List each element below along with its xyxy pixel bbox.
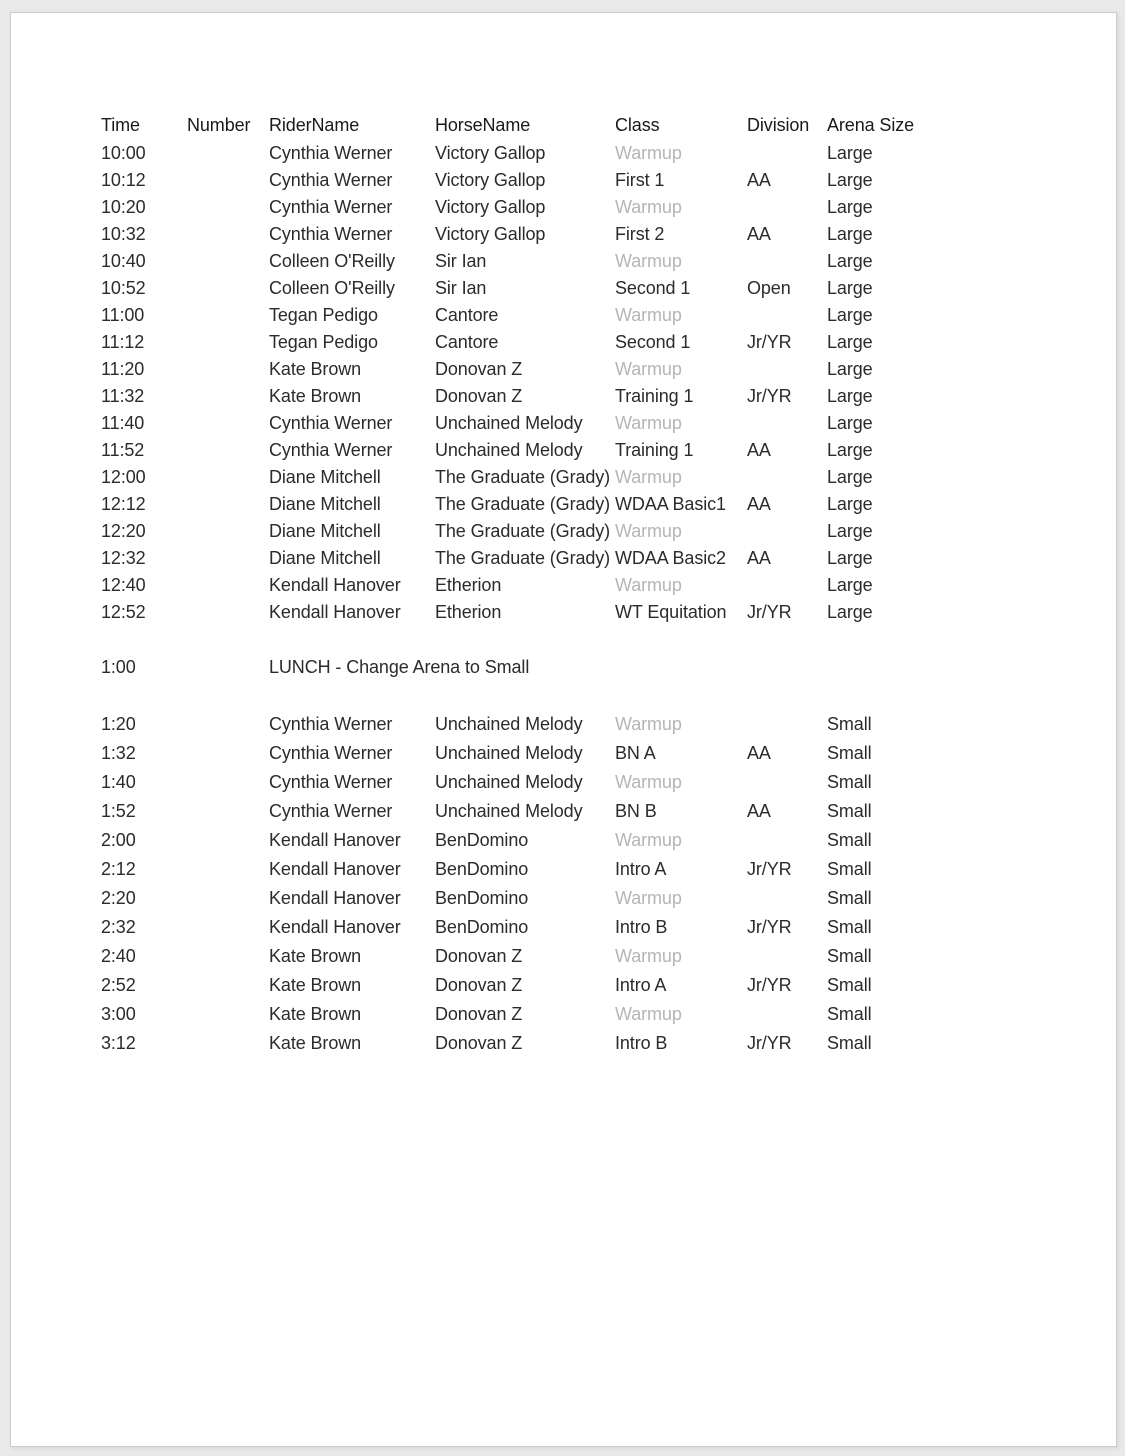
cell-division (747, 884, 827, 913)
cell-division (747, 572, 827, 599)
cell-horse-name: BenDomino (435, 917, 529, 937)
cell-number (187, 437, 269, 464)
cell-number (187, 826, 269, 855)
cell-rider-name: Kendall Hanover (269, 859, 401, 879)
cell-rider-name: Tegan Pedigo (269, 305, 378, 325)
cell-class: Warmup (615, 830, 682, 850)
cell-number (187, 140, 269, 167)
cell-rider-name: Cynthia Werner (269, 413, 393, 433)
cell-horse-name: Victory Gallop (435, 224, 546, 244)
schedule-header (101, 110, 917, 140)
afternoon-small-arena-rows (101, 710, 917, 1058)
schedule-row (101, 464, 917, 491)
cell-arena-size: Large (827, 197, 873, 217)
cell-class: Warmup (615, 946, 682, 966)
cell-time: 3:00 (101, 1004, 136, 1024)
cell-time: 2:40 (101, 946, 136, 966)
header-time: Time (101, 114, 140, 135)
schedule-table (101, 110, 917, 1058)
cell-number (187, 855, 269, 884)
cell-time: 2:32 (101, 917, 136, 937)
cell-number (187, 491, 269, 518)
cell-arena-size: Large (827, 359, 873, 379)
cell-rider-name: Colleen O'Reilly (269, 251, 395, 271)
cell-arena-size: Large (827, 548, 873, 568)
cell-arena-size: Large (827, 143, 873, 163)
cell-time: 2:52 (101, 975, 136, 995)
schedule-row (101, 383, 917, 410)
cell-number (187, 1000, 269, 1029)
cell-division (747, 140, 827, 167)
schedule-row (101, 221, 917, 248)
cell-division: AA (747, 494, 771, 514)
cell-division (747, 302, 827, 329)
cell-rider-name: Kate Brown (269, 1033, 362, 1053)
cell-rider-name: Kate Brown (269, 359, 362, 379)
cell-rider-name: Diane Mitchell (269, 548, 381, 568)
cell-horse-name: Unchained Melody (435, 801, 583, 821)
cell-class: Intro B (615, 1033, 668, 1053)
cell-class: Second 1 (615, 332, 691, 352)
cell-class: Warmup (615, 772, 682, 792)
cell-number (187, 329, 269, 356)
cell-division (747, 464, 827, 491)
cell-division (747, 826, 827, 855)
cell-time: 1:40 (101, 772, 136, 792)
cell-number (187, 739, 269, 768)
cell-rider-name: Kendall Hanover (269, 602, 401, 622)
schedule-row (101, 437, 917, 464)
cell-horse-name: Donovan Z (435, 359, 523, 379)
cell-division: AA (747, 440, 771, 460)
cell-horse-name: Etherion (435, 602, 502, 622)
cell-arena-size: Small (827, 714, 872, 734)
schedule-row (101, 710, 917, 739)
cell-arena-size: Large (827, 278, 873, 298)
cell-number (187, 383, 269, 410)
schedule-row (101, 329, 917, 356)
cell-division (747, 518, 827, 545)
cell-time: 3:12 (101, 1033, 136, 1053)
cell-arena-size: Small (827, 830, 872, 850)
cell-arena-size: Large (827, 521, 873, 541)
cell-horse-name: Victory Gallop (435, 143, 546, 163)
cell-rider-name: Diane Mitchell (269, 494, 381, 514)
cell-arena-size: Large (827, 575, 873, 595)
cell-time: 11:12 (101, 332, 145, 352)
cell-rider-name: Cynthia Werner (269, 714, 393, 734)
cell-class: Warmup (615, 888, 682, 908)
cell-arena-size: Large (827, 332, 873, 352)
cell-division: Jr/YR (747, 1033, 792, 1053)
cell-horse-name: Unchained Melody (435, 714, 583, 734)
cell-rider-name: Diane Mitchell (269, 467, 381, 487)
schedule-row (101, 1000, 917, 1029)
cell-class: Warmup (615, 197, 682, 217)
header-horse-name: HorseName (435, 114, 531, 135)
schedule-row (101, 491, 917, 518)
cell-number (187, 797, 269, 826)
cell-rider-name: Cynthia Werner (269, 197, 393, 217)
cell-rider-name: Kate Brown (269, 1004, 362, 1024)
schedule-row (101, 572, 917, 599)
cell-arena-size: Small (827, 946, 872, 966)
cell-number (187, 768, 269, 797)
cell-division: Jr/YR (747, 602, 792, 622)
cell-number (187, 194, 269, 221)
cell-arena-size: Large (827, 494, 873, 514)
cell-arena-size: Large (827, 251, 873, 271)
cell-arena-size: Small (827, 917, 872, 937)
cell-horse-name: Cantore (435, 305, 499, 325)
cell-horse-name: Unchained Melody (435, 440, 583, 460)
cell-class: Warmup (615, 143, 682, 163)
cell-rider-name: Kate Brown (269, 386, 362, 406)
cell-division: AA (747, 548, 771, 568)
cell-time: 10:40 (101, 251, 146, 271)
schedule-row (101, 739, 917, 768)
cell-number (187, 971, 269, 1000)
cell-horse-name: Victory Gallop (435, 197, 546, 217)
cell-class: Warmup (615, 521, 682, 541)
cell-division: Jr/YR (747, 859, 792, 879)
cell-time: 11:52 (101, 440, 145, 460)
cell-number (187, 572, 269, 599)
header-division: Division (747, 114, 810, 135)
schedule-row (101, 194, 917, 221)
cell-time: 12:32 (101, 548, 146, 568)
cell-time: 1:20 (101, 714, 136, 734)
cell-number (187, 518, 269, 545)
cell-class: Intro B (615, 917, 668, 937)
cell-rider-name: Diane Mitchell (269, 521, 381, 541)
cell-horse-name: Donovan Z (435, 975, 523, 995)
cell-time: 11:32 (101, 386, 145, 406)
cell-number (187, 599, 269, 626)
spacer-row (101, 626, 917, 654)
cell-class: Warmup (615, 251, 682, 271)
cell-number (187, 302, 269, 329)
cell-rider-name: Cynthia Werner (269, 772, 393, 792)
cell-arena-size: Small (827, 975, 872, 995)
cell-division (747, 768, 827, 797)
cell-class: Training 1 (615, 386, 694, 406)
cell-rider-name: Cynthia Werner (269, 801, 393, 821)
cell-class: Warmup (615, 467, 682, 487)
lunch-label: LUNCH - Change Arena to Small (269, 657, 530, 677)
cell-horse-name: Donovan Z (435, 1004, 523, 1024)
cell-time: 10:32 (101, 224, 146, 244)
cell-class: Warmup (615, 305, 682, 325)
schedule-row (101, 826, 917, 855)
cell-division (747, 248, 827, 275)
spacer (101, 681, 917, 710)
cell-division (747, 410, 827, 437)
cell-rider-name: Kendall Hanover (269, 888, 401, 908)
cell-class: Second 1 (615, 278, 691, 298)
cell-time: 1:52 (101, 801, 136, 821)
cell-horse-name: BenDomino (435, 859, 529, 879)
cell-division: Jr/YR (747, 917, 792, 937)
cell-time: 12:00 (101, 467, 146, 487)
cell-number (187, 942, 269, 971)
document-page (10, 12, 1117, 1447)
schedule-row (101, 545, 917, 572)
schedule-row (101, 410, 917, 437)
cell-rider-name: Colleen O'Reilly (269, 278, 395, 298)
cell-number (187, 221, 269, 248)
cell-number (187, 167, 269, 194)
cell-class: BN A (615, 743, 656, 763)
cell-horse-name: The Graduate (Grady) (435, 521, 611, 541)
cell-class: Intro A (615, 859, 667, 879)
cell-time: 12:12 (101, 494, 146, 514)
cell-time: 11:20 (101, 359, 145, 379)
cell-horse-name: The Graduate (Grady) (435, 548, 611, 568)
cell-class: Warmup (615, 359, 682, 379)
lunch-time: 1:00 (101, 657, 136, 677)
cell-rider-name: Kendall Hanover (269, 575, 401, 595)
cell-arena-size: Small (827, 859, 872, 879)
header-rider-name: RiderName (269, 114, 360, 135)
cell-time: 2:20 (101, 888, 136, 908)
cell-time: 11:00 (101, 305, 145, 325)
schedule-row (101, 302, 917, 329)
cell-class: First 1 (615, 170, 665, 190)
cell-class: First 2 (615, 224, 665, 244)
schedule-row (101, 884, 917, 913)
cell-rider-name: Cynthia Werner (269, 224, 393, 244)
schedule-row (101, 768, 917, 797)
cell-rider-name: Kendall Hanover (269, 830, 401, 850)
cell-class: Warmup (615, 1004, 682, 1024)
cell-arena-size: Large (827, 467, 873, 487)
cell-horse-name: Unchained Melody (435, 413, 583, 433)
cell-class: WDAA Basic1 (615, 494, 726, 514)
cell-horse-name: BenDomino (435, 888, 529, 908)
cell-time: 11:40 (101, 413, 145, 433)
cell-number (187, 884, 269, 913)
cell-time: 2:00 (101, 830, 136, 850)
cell-rider-name: Kendall Hanover (269, 917, 401, 937)
cell-arena-size: Small (827, 772, 872, 792)
cell-division: Jr/YR (747, 332, 792, 352)
schedule-row (101, 140, 917, 167)
cell-horse-name: BenDomino (435, 830, 529, 850)
cell-arena-size: Small (827, 801, 872, 821)
cell-horse-name: Donovan Z (435, 1033, 523, 1053)
cell-time: 10:00 (101, 143, 146, 163)
cell-horse-name: The Graduate (Grady) (435, 467, 611, 487)
schedule-row (101, 167, 917, 194)
cell-time: 10:20 (101, 197, 146, 217)
cell-arena-size: Large (827, 602, 873, 622)
lunch-row (101, 654, 917, 681)
cell-horse-name: The Graduate (Grady) (435, 494, 611, 514)
schedule-row (101, 356, 917, 383)
cell-horse-name: Victory Gallop (435, 170, 546, 190)
cell-arena-size: Large (827, 224, 873, 244)
cell-time: 1:32 (101, 743, 136, 763)
cell-number (187, 464, 269, 491)
schedule-row (101, 797, 917, 826)
cell-time: 12:20 (101, 521, 146, 541)
schedule-row (101, 1029, 917, 1058)
cell-time: 12:40 (101, 575, 146, 595)
cell-number (187, 410, 269, 437)
cell-arena-size: Small (827, 743, 872, 763)
schedule-row (101, 942, 917, 971)
cell-number (187, 545, 269, 572)
cell-division (747, 710, 827, 739)
cell-rider-name: Cynthia Werner (269, 143, 393, 163)
cell-horse-name: Unchained Melody (435, 743, 583, 763)
schedule-row (101, 971, 917, 1000)
schedule-row (101, 599, 917, 626)
cell-horse-name: Sir Ian (435, 278, 487, 298)
cell-number (187, 275, 269, 302)
cell-division: Jr/YR (747, 975, 792, 995)
cell-division: Open (747, 278, 791, 298)
cell-arena-size: Large (827, 386, 873, 406)
cell-rider-name: Cynthia Werner (269, 743, 393, 763)
cell-class: Warmup (615, 575, 682, 595)
schedule-row (101, 275, 917, 302)
schedule-row (101, 913, 917, 942)
cell-rider-name: Cynthia Werner (269, 170, 393, 190)
cell-horse-name: Unchained Melody (435, 772, 583, 792)
cell-division (747, 942, 827, 971)
cell-rider-name: Kate Brown (269, 975, 362, 995)
cell-horse-name: Sir Ian (435, 251, 487, 271)
cell-division: AA (747, 170, 771, 190)
header-number: Number (187, 114, 251, 135)
cell-time: 10:52 (101, 278, 146, 298)
schedule-row (101, 518, 917, 545)
header-class: Class (615, 114, 660, 135)
schedule-row (101, 248, 917, 275)
cell-arena-size: Small (827, 1033, 872, 1053)
header-arena-size: Arena Size (827, 114, 915, 135)
cell-arena-size: Large (827, 440, 873, 460)
cell-time: 12:52 (101, 602, 146, 622)
schedule-row (101, 855, 917, 884)
header-row (101, 110, 917, 140)
cell-arena-size: Large (827, 170, 873, 190)
cell-division (747, 1000, 827, 1029)
cell-arena-size: Large (827, 305, 873, 325)
cell-division: AA (747, 224, 771, 244)
cell-class: Warmup (615, 714, 682, 734)
cell-number (187, 356, 269, 383)
cell-class: BN B (615, 801, 657, 821)
cell-class: WT Equitation (615, 602, 727, 622)
cell-class: Intro A (615, 975, 667, 995)
spacer-row (101, 681, 917, 710)
cell-horse-name: Cantore (435, 332, 499, 352)
cell-class: Warmup (615, 413, 682, 433)
cell-division: Jr/YR (747, 386, 792, 406)
cell-number (187, 710, 269, 739)
cell-horse-name: Donovan Z (435, 946, 523, 966)
cell-horse-name: Etherion (435, 575, 502, 595)
cell-horse-name: Donovan Z (435, 386, 523, 406)
cell-number (187, 1029, 269, 1058)
cell-division: AA (747, 801, 771, 821)
cell-number (187, 248, 269, 275)
cell-division: AA (747, 743, 771, 763)
cell-rider-name: Kate Brown (269, 946, 362, 966)
cell-arena-size: Small (827, 888, 872, 908)
cell-rider-name: Cynthia Werner (269, 440, 393, 460)
cell-time: 10:12 (101, 170, 146, 190)
cell-arena-size: Large (827, 413, 873, 433)
cell-class: Training 1 (615, 440, 694, 460)
cell-class: WDAA Basic2 (615, 548, 726, 568)
spacer (101, 626, 917, 654)
cell-arena-size: Small (827, 1004, 872, 1024)
cell-rider-name: Tegan Pedigo (269, 332, 378, 352)
morning-large-arena-rows (101, 140, 917, 626)
cell-division (747, 356, 827, 383)
cell-time: 2:12 (101, 859, 136, 879)
cell-division (747, 194, 827, 221)
lunch-section (101, 654, 917, 681)
cell-number (187, 913, 269, 942)
